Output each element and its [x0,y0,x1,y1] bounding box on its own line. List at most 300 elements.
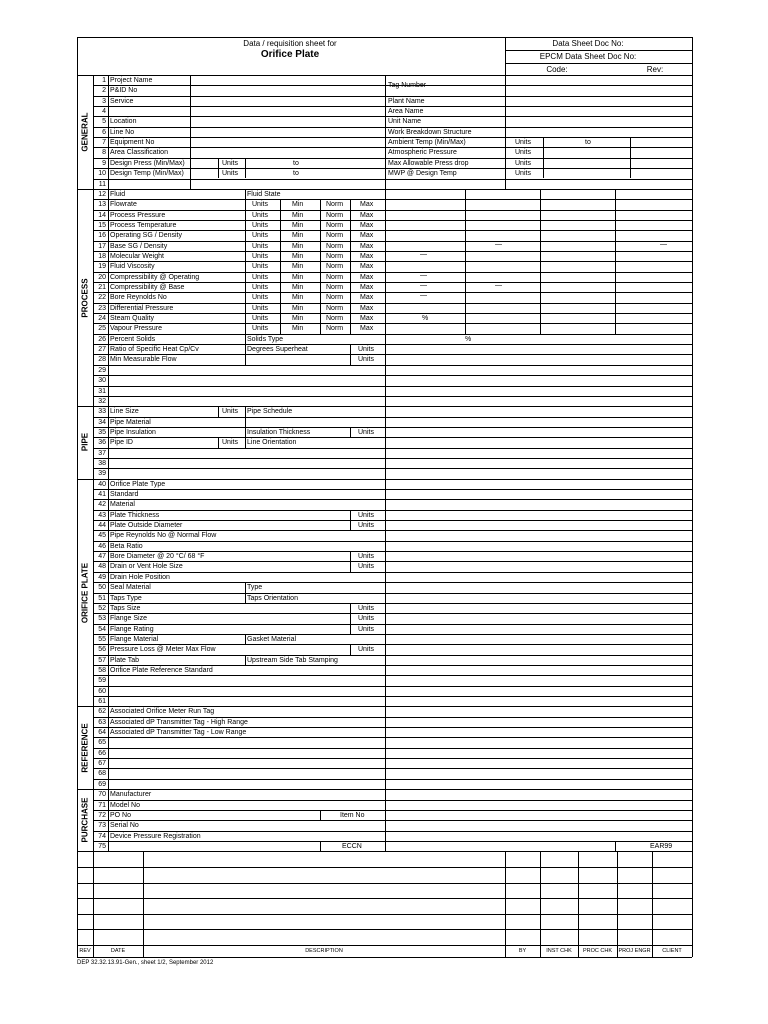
row-number: 65 [98,739,106,747]
min-label: Min [292,273,304,281]
row-label: Flange Material [110,635,159,643]
section-label-reference: REFERENCE [80,723,90,773]
rev-row [77,898,692,899]
row-number: 42 [98,501,106,509]
units-label: Units [222,439,238,447]
row-label: Molecular Weight [110,252,164,260]
row-label: Compressibility @ Operating [110,273,200,281]
row-number: 9 [102,159,106,167]
units-label: Units [515,149,531,157]
row-label: Associated Orifice Meter Run Tag [110,708,215,716]
row-number: 66 [98,749,106,757]
right-label: Ambient Temp (Min/Max) [388,139,466,147]
col-pipe-units2 [350,427,351,437]
section-rule [77,851,692,852]
row-rule [93,593,692,594]
col-process-units [245,189,246,365]
row-number: 4 [102,108,106,116]
col-ambient-units [543,137,544,178]
row-number: 60 [98,687,106,695]
footer-reference: DEP 32.32.13.91-Gen., sheet 1/2, September 2012 [77,960,214,966]
norm-label: Norm [326,232,344,240]
row-number: 29 [98,366,106,374]
units-label: Units [358,646,374,654]
row-rule [93,375,692,376]
col-label [108,75,109,851]
rev-header-rev: REV [79,948,91,954]
row-rule [93,458,692,459]
rev-header-inst-chk: INST CHK [546,948,572,954]
row-number: 11 [98,180,106,188]
row-label: Flange Rating [110,625,154,633]
row-rule [93,468,692,469]
row-rule [93,686,692,687]
section-rule [77,789,692,790]
row-rule [93,334,692,335]
row-number: 3 [102,97,106,105]
units-label: Units [222,159,238,167]
min-label: Min [292,242,304,250]
units-label: Units [358,615,374,623]
row-number: 10 [98,170,106,178]
row-number: 18 [98,252,106,260]
col-units [350,520,351,530]
row-number: 33 [98,408,106,416]
col-general-value [190,75,191,189]
to-label: to [293,170,299,178]
row-rule [93,758,692,759]
row-rule [93,220,692,221]
col-num [93,75,94,851]
min-label: Min [292,201,304,209]
row-number: 47 [98,553,106,561]
header-rule [505,63,692,64]
row-rule [93,499,692,500]
row-label: Drain or Vent Hole Size [110,563,183,571]
pipe-schedule-label: Pipe Schedule [247,408,293,416]
row-label: Process Temperature [110,221,177,229]
section-rule [77,479,692,480]
right-label: Plant Name [388,97,425,105]
row-number: 7 [102,139,106,147]
row-label: Material [110,501,135,509]
row-number: 61 [98,698,106,705]
col-general-right [505,75,506,189]
row-number: 50 [98,584,106,592]
col-process-r1 [465,189,466,334]
section-label-pipe: PIPE [80,433,90,452]
col-orifice-mid [245,655,246,665]
min-label: Min [292,284,304,291]
row-label: Drain Hole Position [110,573,170,581]
row-number: 51 [98,594,106,602]
row-rule [93,292,692,293]
code-label: Code: [546,65,568,74]
row-label: Plate Tab [110,656,140,664]
rev-header-proc-chk: PROC CHK [582,948,613,954]
row-number: 31 [98,387,106,395]
row-rule [93,541,692,542]
row-label: Base SG / Density [110,242,168,250]
units-label: Units [252,221,268,229]
row-label: Bore Reynolds No [110,294,167,302]
min-label: Min [292,325,304,333]
col-right [385,75,386,851]
section-label-process: PROCESS [80,277,90,318]
row-number: 37 [98,449,106,457]
row-number: 67 [98,760,106,768]
min-label: Min [292,294,304,302]
row-rule [93,520,692,521]
row-label: Plate Thickness [110,511,160,519]
row-rule [93,800,692,801]
row-number: 69 [98,780,106,788]
norm-label: Norm [326,294,344,302]
units-label: Units [252,284,268,291]
row-number: 44 [98,522,106,530]
epcm-doc-no: EPCM Data Sheet Doc No: [539,52,637,61]
row-number: 24 [98,315,106,323]
row-number: 62 [98,708,106,716]
row-number: 46 [98,542,106,550]
row-rule [93,624,692,625]
norm-label: Norm [326,211,344,219]
row-label: Orifice Plate Reference Standard [110,666,213,674]
row-label: Equipment No [110,139,155,147]
row-label: Seal Material [110,584,151,592]
row-number: 56 [98,646,106,654]
row-rule [93,779,692,780]
to-label: to [585,139,591,147]
norm-label: Norm [326,284,344,291]
max-label: Max [360,242,374,250]
right-label: Work Breakdown Structure [388,128,472,136]
rev-header-client: CLIENT [662,948,682,954]
row-rule [93,251,692,252]
row-number: 41 [98,491,106,498]
row-rule [93,737,692,738]
frame-top [77,37,692,38]
col-pipe-units [218,437,219,447]
units-label: Units [252,304,268,312]
row-number: 22 [98,294,106,302]
max-label: Max [360,232,374,240]
norm-label: Norm [326,273,344,281]
row-label: Taps Type [110,594,142,602]
row-rule [93,230,692,231]
row-number: 30 [98,377,106,385]
row-number: 58 [98,666,106,674]
dash-marker: — [420,271,427,279]
units-label: Units [358,346,374,354]
row-number: 25 [98,325,106,333]
row-rule [93,303,692,304]
norm-label: Norm [326,263,344,271]
row-number: 27 [98,346,106,354]
section-rule [77,75,692,76]
row-label: Location [110,118,137,126]
row-number: 57 [98,656,106,664]
row-label: Flange Size [110,615,147,623]
tab-stamping-label: Upstream Side Tab Stamping [247,656,338,664]
row-rule [93,675,692,676]
row-rule [93,354,692,355]
units-label: Units [515,159,531,167]
row-label: Bore Diameter @ 20 °C/ 68 °F [110,553,205,561]
rev-header-by: BY [518,948,527,954]
header-rule [505,50,692,51]
row-number: 16 [98,232,106,240]
col-units [350,561,351,571]
dash-marker: — [420,292,427,300]
right-label: MWP @ Design Temp [388,170,457,178]
col-eccn [320,841,321,851]
row-number: 26 [98,335,106,343]
norm-label: Norm [326,201,344,209]
row-rule [93,634,692,635]
rev-row [77,914,692,915]
rev-header-proj-engr: PROJ ENGR [618,948,651,954]
col-units [350,510,351,520]
row-rule [93,841,692,842]
row-number: 64 [98,729,106,737]
row-number: 71 [98,801,106,809]
row-rule [93,241,692,242]
min-label: Min [292,315,304,323]
row-label: Flowrate [110,201,137,209]
col-design-units [218,158,219,179]
row-label: Serial No [110,822,139,830]
row-number: 1 [102,77,106,84]
row-label: Model No [110,801,140,809]
col-units [350,644,351,654]
max-label: Max [360,315,374,323]
col-process-min [280,199,281,334]
row-number: 14 [98,211,106,219]
max-label: Max [360,273,374,281]
units-label: Units [358,522,374,530]
row-number: 2 [102,87,106,95]
row-number: 49 [98,573,106,581]
row-number: 13 [98,201,106,209]
row-rule [93,448,692,449]
row-label: Min Measurable Flow [110,356,177,364]
min-label: Min [292,304,304,312]
right-label-tag-number: Tag Number [388,82,427,89]
row-label: P&ID No [110,87,138,95]
units-label: Units [252,325,268,333]
sheet-subtitle: Data / requisition sheet for [243,39,337,48]
dash-marker: — [495,282,502,289]
row-number: 45 [98,532,106,540]
solids-type-label: Solids Type [247,335,284,343]
max-label: Max [360,304,374,312]
row-number: 35 [98,428,106,436]
header-divider [505,37,506,75]
line-orientation-label: Line Orientation [247,439,297,447]
units-label: Units [252,294,268,302]
row-rule [93,313,692,314]
norm-label: Norm [326,252,344,260]
row-number: 34 [98,418,106,426]
row-rule [93,386,692,387]
max-label: Max [360,284,374,291]
norm-label: Norm [326,325,344,333]
max-label: Max [360,263,374,271]
row-number: 53 [98,615,106,623]
row-label: Plate Outside Diameter [110,522,183,530]
row-rule [93,510,692,511]
col-process-max [350,199,351,334]
row-rule [93,417,692,418]
row-label: Device Pressure Registration [110,832,201,840]
row-rule [93,365,692,366]
rev-label: Rev: [646,65,664,74]
rev-row [77,867,692,868]
row-label: Associated dP Transmitter Tag - Low Range [110,729,247,737]
units-label: Units [358,511,374,519]
dash-marker: — [495,240,502,248]
eccn-label: ECCN [342,842,362,850]
norm-label: Norm [326,242,344,250]
row-rule [93,582,692,583]
item-no-label: Item No [340,811,365,819]
row-rule [93,768,692,769]
ear99-label: EAR99 [650,842,673,850]
row-number: 43 [98,511,106,519]
row-number: 59 [98,677,106,685]
row-label: Service [110,97,134,105]
row-number: 52 [98,604,106,612]
row-rule [93,603,692,604]
row-label: Pipe Material [110,418,151,426]
max-label: Max [360,201,374,209]
row-number: 54 [98,625,106,633]
type-label: Type [247,584,263,592]
col-units [350,613,351,623]
row-number: 68 [98,770,106,778]
row-label: Pressure Loss @ Meter Max Flow [110,646,216,654]
row-rule [93,199,692,200]
units-label: Units [222,408,238,416]
row-number: 8 [102,149,106,157]
row-label: Pipe Insulation [110,428,156,436]
row-number: 17 [98,242,106,250]
row-number: 75 [98,842,106,850]
row-rule [93,437,692,438]
row-label: Compressibility @ Base [110,284,185,291]
row-label: Associated dP Transmitter Tag - High Range [110,718,248,726]
row-rule [93,748,692,749]
row-label: Operating SG / Density [110,232,182,240]
row-number: 70 [98,791,106,799]
row-number: 39 [98,470,106,478]
units-label: Units [222,170,238,178]
rev-row [77,929,692,930]
dash-marker: — [420,282,427,289]
norm-label: Norm [326,221,344,229]
min-label: Min [292,263,304,271]
row-number: 36 [98,439,106,447]
row-number: 21 [98,284,106,291]
col-units [350,603,351,613]
min-label: Min [292,221,304,229]
units-label: Units [252,315,268,323]
row-number: 40 [98,480,106,488]
units-label: Units [358,428,374,436]
col-units [350,624,351,634]
units-label: Units [252,273,268,281]
row-rule [93,572,692,573]
units-label: Units [515,139,531,147]
col-units-27 [350,344,351,365]
units-label: Units [358,356,374,364]
units-label: Units [358,563,374,571]
dash-marker: — [420,250,427,258]
rev-row [77,945,692,946]
right-label: Area Name [388,108,424,116]
row-label: Pipe Reynolds No @ Normal Flow [110,532,217,540]
col-design-value [245,158,246,179]
row-label: Process Pressure [110,211,166,219]
units-label: Units [252,263,268,271]
norm-label: Norm [326,315,344,323]
data-sheet-doc-no: Data Sheet Doc No: [552,39,624,48]
row-label: Manufacturer [110,791,152,799]
row-label: Project Name [110,77,153,84]
right-label: Atmospheric Pressure [388,149,457,157]
col-pipe-units [218,406,219,416]
row-rule [93,655,692,656]
row-rule [93,613,692,614]
frame-right [692,37,693,957]
min-label: Min [292,232,304,240]
units-label: Units [252,242,268,250]
row-number: 32 [98,397,106,405]
row-rule [93,427,692,428]
row-rule [93,810,692,811]
row-label: Percent Solids [110,335,156,343]
row-number: 23 [98,304,106,312]
row-label: Line No [110,128,135,136]
row-label: Beta Ratio [110,542,143,550]
row-number: 48 [98,563,106,571]
row-number: 28 [98,356,106,364]
percent-marker: % [465,335,472,343]
section-label-purchase: PURCHASE [80,797,90,843]
to-label: to [293,159,299,167]
section-label-orifice: ORIFICE PLATE [80,562,90,623]
row-rule [93,696,692,697]
row-label: Line Size [110,408,139,416]
degrees-superheat-label: Degrees Superheat [247,346,308,354]
col-item-no [320,810,321,820]
rev-bottom [77,957,692,958]
insulation-thickness-label: Insulation Thickness [247,428,311,436]
row-rule [93,396,692,397]
min-label: Min [292,211,304,219]
units-label: Units [358,604,374,612]
row-label: Area Classification [110,149,168,157]
row-label: Design Press (Min/Max) [110,159,185,167]
row-rule [93,261,692,262]
row-number: 15 [98,221,106,229]
taps-orientation-label: Taps Orientation [247,594,298,602]
max-label: Max [360,252,374,260]
units-label: Units [252,232,268,240]
section-rule [77,406,692,407]
row-number: 5 [102,118,106,126]
